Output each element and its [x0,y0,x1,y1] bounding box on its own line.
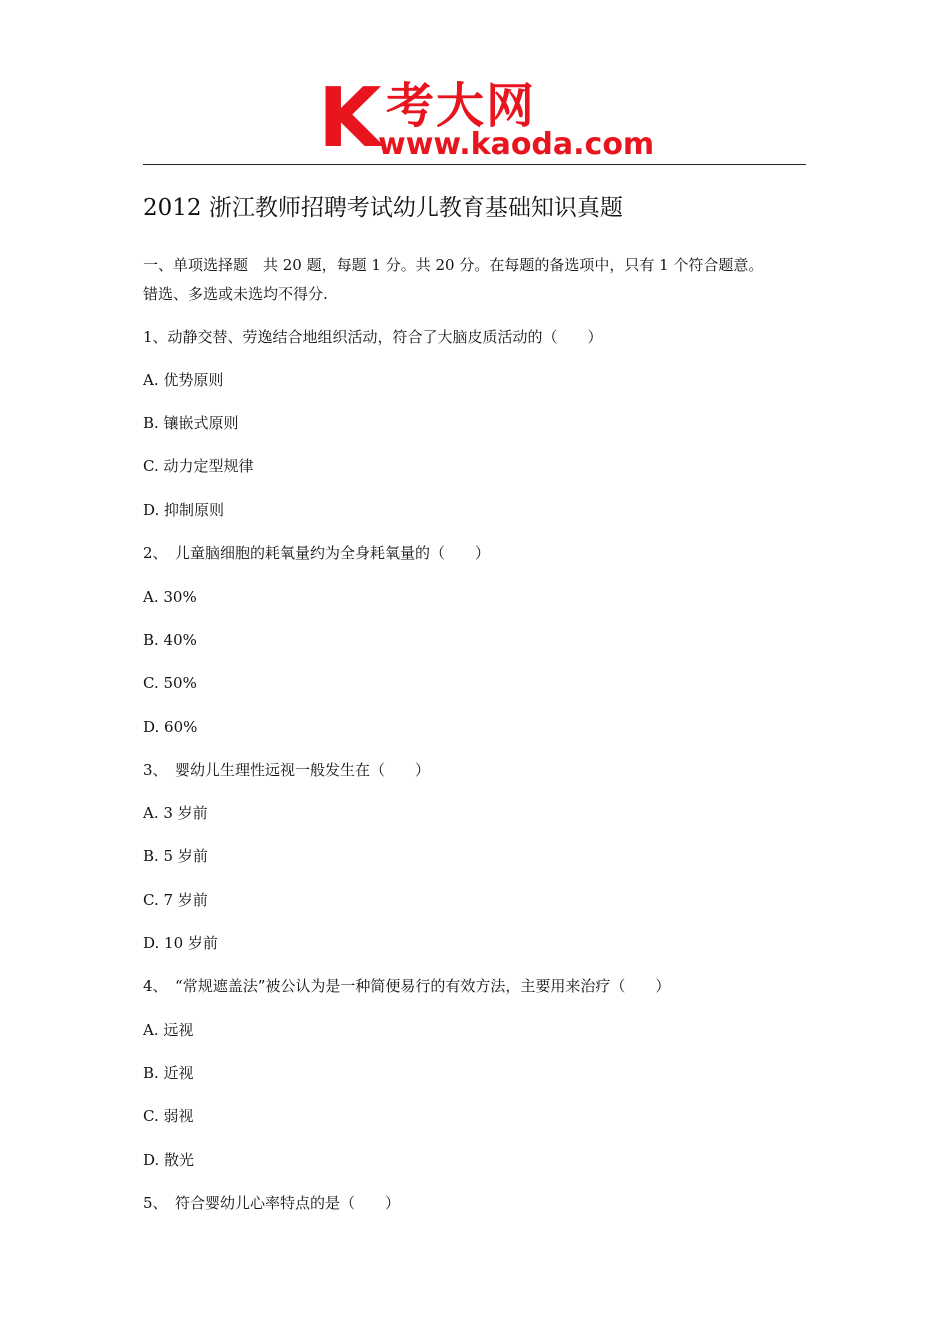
answer-option: C. 动力定型规律 [143,457,254,475]
logo-brand-name: 考大网 [386,78,537,134]
answer-option: A. 30% [143,588,197,606]
answer-option: C. 弱视 [143,1107,194,1125]
question-stem: 1、动静交替、劳逸结合地组织活动，符合了大脑皮质活动的（ ） [143,328,603,346]
question-stem: 2、 儿童脑细胞的耗氧量约为全身耗氧量的（ ） [143,544,491,562]
instruction-line: 一、单项选择题 共 20 题，每题 1 分。共 20 分。在每题的备选项中，只有 1 个符合题意。 [143,256,764,274]
question-stem: 3、 婴幼儿生理性远视一般发生在（ ） [143,761,431,779]
kaoda-logo [318,71,655,166]
answer-option: D. 60% [143,718,198,736]
answer-option: D. 抑制原则 [143,501,225,519]
answer-option: C. 50% [143,674,197,692]
answer-option: B. 5 岁前 [143,847,208,865]
answer-option: B. 40% [143,631,197,649]
answer-option: A. 3 岁前 [143,804,208,822]
document-title: 2012 浙江教师招聘考试幼儿教育基础知识真题 [143,195,623,221]
answer-option: A. 远视 [143,1021,194,1039]
answer-option: B. 镶嵌式原则 [143,414,239,432]
logo-k-mark: K [318,71,380,166]
answer-option: C. 7 岁前 [143,891,208,909]
answer-option: A. 优势原则 [143,371,224,389]
header-divider [143,164,806,165]
answer-option: B. 近视 [143,1064,194,1082]
question-stem: 4、 “常规遮盖法”被公认为是一种简便易行的有效方法，主要用来治疗（ ） [143,977,671,995]
logo-url: www.kaoda.com [378,127,655,162]
question-stem: 5、 符合婴幼儿心率特点的是（ ） [143,1194,401,1212]
answer-option: D. 10 岁前 [143,934,218,952]
instruction-line: 错选、多选或未选均不得分. [143,285,328,303]
answer-option: D. 散光 [143,1151,195,1169]
